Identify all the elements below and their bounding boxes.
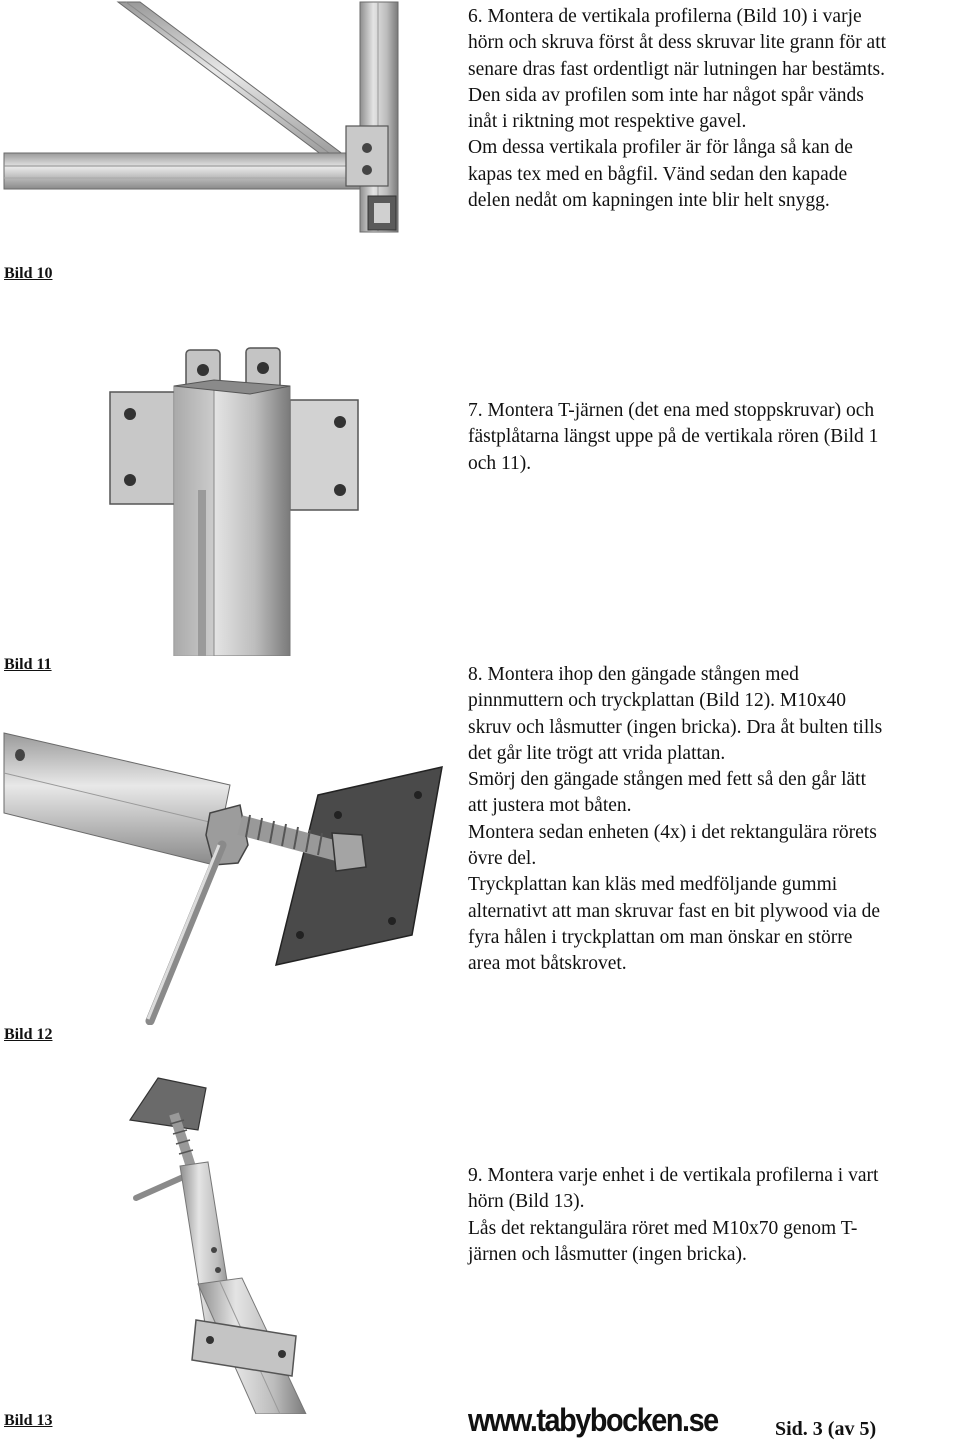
step-8-line: Tryckplattan kan kläs med medföljande gummi bbox=[468, 874, 838, 896]
step-8-line: alternativt att man skruvar fast en bit plywood via de bbox=[468, 900, 881, 922]
bild11-figure bbox=[100, 340, 370, 656]
step-8-line: övre del. bbox=[468, 848, 537, 870]
caption-bild10: Bild 10 bbox=[4, 265, 53, 282]
step-6-line: hörn och skruva först åt dess skruvar lite grann för att bbox=[468, 32, 887, 54]
website-url: www.tabybocken.se bbox=[468, 1402, 718, 1438]
page-number: Sid. 3 (av 5) bbox=[775, 1418, 877, 1440]
step-6-line: Om dessa vertikala profiler är för långa så kan de bbox=[468, 137, 853, 159]
step-6-line: senare dras fast ordentligt när lutningen har bestämts. bbox=[468, 58, 885, 80]
caption-bild13: Bild 13 bbox=[4, 1412, 53, 1429]
step-9-line: järnen och låsmutter (ingen bricka). bbox=[468, 1243, 747, 1265]
step-8-line: det går lite trögt att vrida plattan. bbox=[468, 742, 726, 764]
step-6-line: delen nedåt om kapningen inte blir helt snygg. bbox=[468, 190, 830, 212]
step-8-line: fyra hålen i tryckplattan om man önskar en större bbox=[468, 926, 853, 948]
step-6-line: 6. Montera de vertikala profilerna (Bild 10) i varje bbox=[468, 6, 862, 27]
step-6-line: kapas tex med en bågfil. Vänd sedan den kapade bbox=[468, 163, 848, 185]
bild12-figure bbox=[0, 725, 460, 1025]
step-8-line: skruv och låsmutter (ingen bricka). Dra åt bulten tills bbox=[468, 716, 883, 738]
step-6-text bbox=[468, 4, 958, 214]
step-9-text bbox=[468, 1163, 958, 1268]
step-9-line: hörn (Bild 13). bbox=[468, 1191, 585, 1213]
bild13-figure bbox=[110, 1074, 360, 1414]
bild10-figure bbox=[0, 0, 460, 240]
caption-bild12: Bild 12 bbox=[4, 1026, 53, 1043]
step-7-line: fästplåtarna längst uppe på de vertikala rören (Bild 1 bbox=[468, 426, 879, 448]
step-8-line: Smörj den gängade stången med fett så den går lätt bbox=[468, 769, 866, 791]
step-6-line: inåt i riktning mot respektive gavel. bbox=[468, 111, 747, 133]
step-7-line: 7. Montera T-järnen (det ena med stoppskruvar) och bbox=[468, 400, 875, 421]
step-8-line: pinnmuttern och tryckplattan (Bild 12). M10x40 bbox=[468, 690, 847, 712]
caption-bild11: Bild 11 bbox=[4, 656, 52, 673]
step-8-line: att justera mot båten. bbox=[468, 795, 632, 817]
step-9-line: 9. Montera varje enhet i de vertikala profilerna i vart bbox=[468, 1165, 879, 1186]
step-6-line: Den sida av profilen som inte har något spår vänds bbox=[468, 84, 864, 106]
step-7-line: och 11). bbox=[468, 452, 532, 474]
step-8-line: area mot båtskrovet. bbox=[468, 953, 627, 975]
step-7-text bbox=[468, 398, 958, 477]
step-8-text bbox=[468, 662, 958, 978]
step-8-line: 8. Montera ihop den gängade stången med bbox=[468, 664, 799, 685]
step-8-line: Montera sedan enheten (4x) i det rektangulära rörets bbox=[468, 821, 877, 843]
step-9-line: Lås det rektangulära röret med M10x70 genom T- bbox=[468, 1217, 858, 1239]
